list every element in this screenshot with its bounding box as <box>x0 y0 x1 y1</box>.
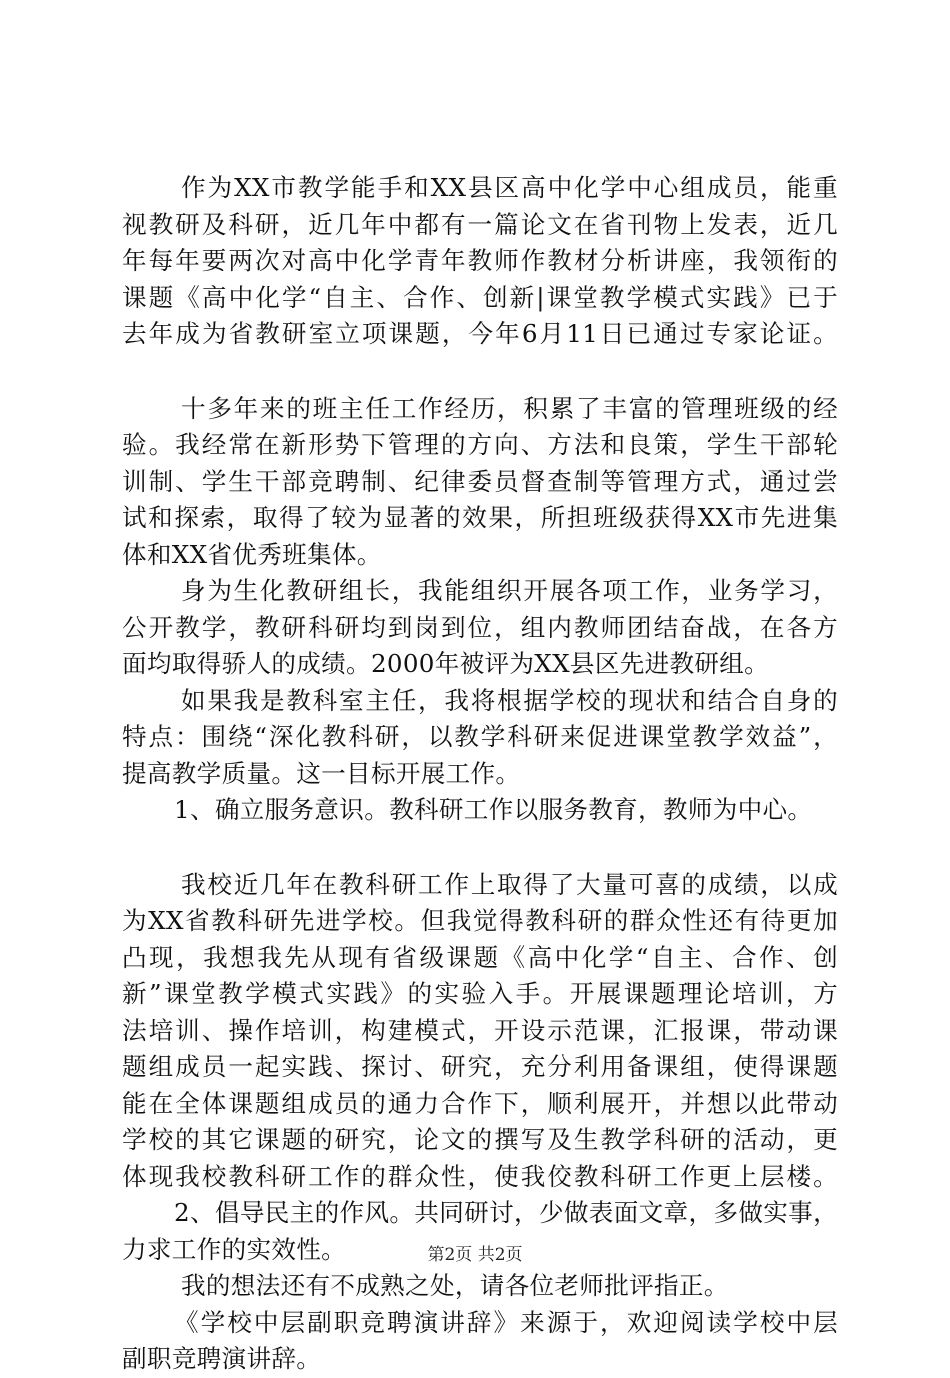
text-line: 作为XX市教学能手和XX县区高中化学中心组成员，能重 <box>181 173 838 202</box>
text-line: 面均取得骄人的成绩。2000年被评为XX县区先进教研组。 <box>122 649 770 678</box>
text-line: 体和XX省优秀班集体。 <box>122 539 382 569</box>
text-line: 身为生化教研组长，我能组织开展各项工作，业务学习， <box>181 576 838 605</box>
text-line: 1、确立服务意识。教科研工作以服务教育，教师为中心。 <box>174 795 813 824</box>
text-line: 2、倡导民主的作风。共同研讨，少做表面文章，多做实事， <box>174 1198 838 1227</box>
paragraph <box>122 391 838 574</box>
text-line: 我校近几年在教科研工作上取得了大量可喜的成绩，以成 <box>181 869 838 899</box>
text-line: 新”课堂教学模式实践》的实验入手。开展课题理论培训，方 <box>122 979 838 1008</box>
text-line: 如果我是教科室主任，我将根据学校的现状和结合自身的 <box>181 685 838 715</box>
text-line: 法培训、操作培训，构建模式，开设示范课，汇报课，带动课 <box>122 1015 838 1045</box>
text-line: 公开教学，教研科研均到岗到位，组内教师团结奋战，在各方 <box>122 612 838 642</box>
document-body <box>122 170 838 1378</box>
paragraph <box>122 792 838 829</box>
text-line: 试和探索，取得了较为显著的效果，所担班级获得XX市先进集 <box>122 503 838 532</box>
text-line: 验。我经常在新形势下管理的方向、方法和良策，学生干部轮 <box>122 430 838 459</box>
text-line: 课题《高中化学“自主、合作、创新|课堂教学模式实践》已于 <box>122 282 838 312</box>
text-line: 为XX省教科研先进学校。但我觉得教科研的群众性还有待更加 <box>122 906 838 935</box>
text-line: 《学校中层副职竞聘演讲辞》来源于，欢迎阅读学校中层 <box>174 1307 838 1337</box>
text-line: 去年成为省教研室立项课题，今年6月11日已通过专家论证。 <box>122 319 838 348</box>
blank-line <box>122 829 838 867</box>
text-line: 提高教学质量。这一目标开展工作。 <box>122 758 521 788</box>
paragraph <box>122 867 838 1196</box>
text-line: 视教研及科研，近几年中都有一篇论文在省刊物上发表，近几 <box>122 209 838 239</box>
text-line: 年每年要两次对高中化学青年教师作教材分析讲座，我领衔的 <box>122 246 838 275</box>
text-line: 训制、学生干部竞聘制、纪律委员督查制等管理方式，通过尝 <box>122 466 838 496</box>
page-number-footer: 第2页 共2页 <box>427 1245 523 1265</box>
paragraph <box>122 683 838 793</box>
text-line: 题组成员一起实践、探讨、研究，充分利用备课组，使得课题 <box>122 1052 838 1081</box>
text-line: 能在全体课题组成员的通力合作下，顺利展开，并想以此带动 <box>122 1088 838 1118</box>
text-line: 我的想法还有不成熟之处，请各位老师批评指正。 <box>181 1271 729 1300</box>
text-line: 体现我校教科研工作的群众性，使我佼教科研工作更上层楼。 <box>122 1161 838 1191</box>
paragraph <box>122 1305 838 1378</box>
text-line: 学校的其它课题的研究，论文的撰写及生教学科研的活动，更 <box>122 1125 838 1154</box>
text-line: 十多年来的班主任工作经历，积累了丰富的管理班级的经 <box>181 393 838 423</box>
paragraph <box>122 1268 838 1305</box>
text-line: 凸现，我想我先从现有省级课题《高中化学“自主、合作、创 <box>122 942 838 972</box>
text-line: 特点：围绕“深化教科研，以教学科研来促进课堂教学效益”， <box>122 722 838 751</box>
paragraph <box>122 573 838 683</box>
blank-line <box>122 353 838 391</box>
paragraph <box>122 170 838 353</box>
text-line: 副职竞聘演讲辞。 <box>122 1344 322 1373</box>
text-line: 力求工作的实效性。 <box>122 1234 347 1264</box>
